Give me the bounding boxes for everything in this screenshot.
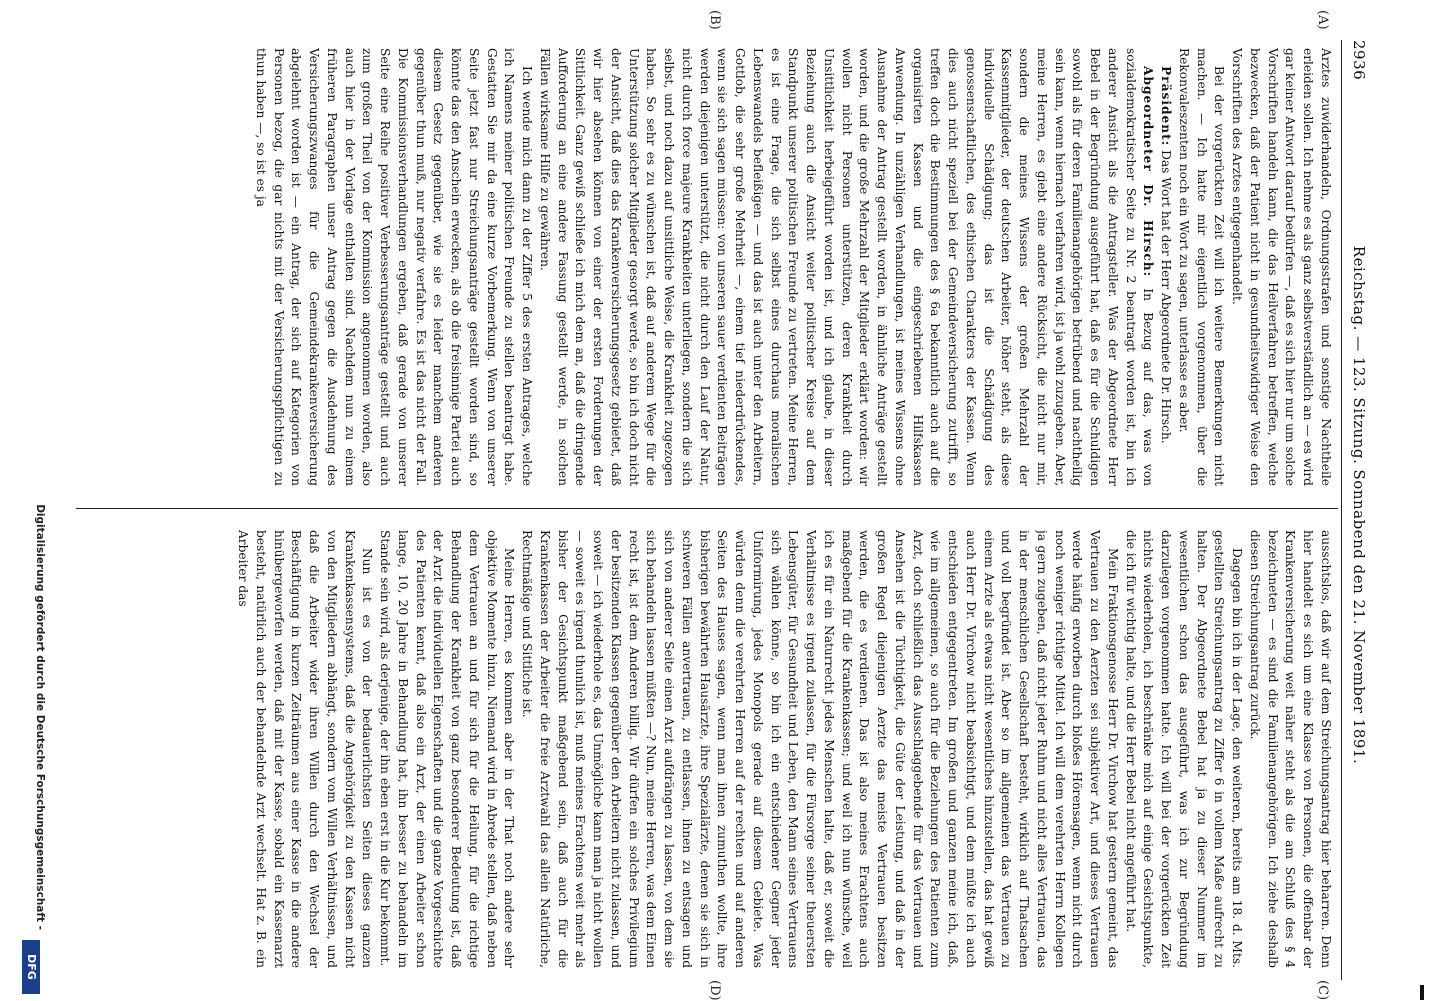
paragraph: Nun ist es von der bedauerlichsten Seiten dieses ganzen Krankenkassensystems, daß die Angehörigkeit zu den Kassen nicht von den Mitgliedern abhängt, sondern vom Willen Verhältnissen, und daß die Arbeiter wider ihren Willen durch den Wechsel der Beschäftigung in kurzen Zeiträumen aus einer Kasse in die andere hinübergeworfen werden, daß mit der Kasse, sobald ein Kassenarzt besteht, natürlich auch der behandelnde Arzt wechselt. Hat z. B. ein Arbeiter das [236, 530, 375, 968]
speaker-label: Präsident: [1159, 66, 1174, 147]
paragraph: Meine Herren, es kommen aber in der That noch andere sehr objektive Momente hinzu. Niemand wird in Abrede stellen, daß neben dem Vertrauen an und für sich für die Heilung, für die richtige Behandlung der Krankheit von ganz besonderer Bedeutung ist, daß der Arzt die individuellen Eigenschaften und die ganze Vorgeschichte des Patienten kennt, daß also ein Arzt, der einen Arbeiter schon lange, 10, 20 Jahre in Behandlung hat, ihn besser zu behandeln im Stande sein wird, als derjenige, der ihn eben erst in die Kur bekommt. [378, 530, 517, 968]
speech [535, 48, 1156, 486]
dfg-logo: DFG [22, 940, 40, 994]
margin-marker-d: (D) [707, 980, 722, 1001]
margin-marker-b: (B) [707, 10, 722, 30]
digitization-credit: Digitalisierung gefördert durch die Deutsche Forschungsgemeinschaft - [34, 504, 46, 930]
margin-marker-c: (C) [1315, 980, 1330, 1001]
paragraph: Mein Fraktionsgenosse Herr Dr. Virchow hat gestern gemeint, das Vertrauen zu den Aerzten sei subjektiver Art, und dieses Vertrauen werde häufig erworben durch bloßes Hörensagen, wenn nicht durch noch weniger richtige Mittel. Ich will dem verehrten Herrn Kollegen ja gern zugeben, daß nicht jeder Ruhm und nicht alles Vertrauen, das in der menschlichen Gesellschaft besteht, wirklich auf Thatsachen und voll begründet ist. Aber so im allgemeinen das Vertrauen zu einem Arzte als etwas nicht wesentliches hinzustellen, das hat gewiß auch Herr Dr. Virchow nicht beabsichtigt, und dem müßte ich auch entschieden entgegentreten. Im großen und ganzen meine ich, daß, wie im allgemeinen, so auch für die Beziehungen des Patienten zum Arzt, doch schließlich das Ausschlaggebende für das Vertrauen und Ansehen ist die Tüchtigkeit, die Güte der Leistung, und daß in der großen Regel diejenigen Aerzte das meiste Vertrauen besitzen werden, die es verdienen. Das ist also meines Erachtens auch maßgebend für die Krankenkassen; und weil ich nun wünsche, weil ich es für ein Naturrecht jedes Menschen halte, daß er, soweit die Verhältnisse es irgend zulassen, für die Fürsorge seiner theuersten Lebensgüter, für Gesundheit und Leben, den Mann seines Vertrauens sich wählen könne, so bin ich ein entschiedener Gegner jeder Uniformirung, jedes Monopols gerade auf diesem Gebiete. Was würden denn die verehrten Herren auf der rechten und auf anderen Seiten des Hauses sagen, wenn man ihnen zumuthen wollte, ihre bisherigen bewährten Hausärzte, ihre Spezialärzte, denen sie sich in schweren Fällen anvertrauen, zu entlassen, ihnen zu entsagen und sich von anderer Seite einen Arzt aufdrängen zu lassen, von dem sie sich behandeln lassen müßten —? Nun, meine Herren, was dem Einen recht ist, ist dem Anderen billig. Wir dürfen ein solches Privilegium der besitzenden Klassen gegenüber den Arbeitern nicht zulassen, und soweit — ich wiederhole es, das Unmögliche kann man ja nicht wollen — soweit es irgend thunlich ist, muß meines Erachtens weit mehr als bisher der Gesichtspunkt maßgebend sein, daß auch für die Krankenkassen der Arbeiter die freie Arztwahl das allein Natürliche, Rechtmäßige und Sittliche ist. [520, 530, 1120, 968]
paragraph-text: Das Wort hat der Herr Abgeordnete Dr. Hirsch. [1159, 150, 1174, 444]
header-rule [1341, 40, 1342, 980]
left-column [72, 48, 1334, 486]
right-column [72, 530, 1334, 968]
paragraph: Dagegen bin ich in der Lage, den weiteren, bereits am 18. d. Mts. gestellten Streichungsantrag zu Ziffer 6 in vollem Maße aufrecht zu halten. Der Abgeordnete Bebel hat ja zu dieser Nummer im wesentlichen schon das ausgeführt, was ich zur Begründung darzulegen vorgenommen hatte. Ich will bei der vorgerückten Zeit nichts wiederholen, ich beschränke mich auf einige Gesichtspunkte, die ich für wichtig halte, und die Herr Bebel nicht angeführt hat. [1123, 530, 1245, 968]
running-title: Reichstag. — 123. Sitzung. Sonnabend den 21. November 1891. [1350, 245, 1368, 765]
page-number: 2936 [1350, 40, 1368, 81]
paragraph: Ich wende mich dann zu der Ziffer 5 des ersten Antrages, welche ich Namens meiner politischen Freunde zu stellen beantragt habe. Gestatten Sie mir da eine kurze Vorbemerkung. Wenn von unserer Seite jetzt fast nur Streichungsanträge gestellt worden sind, so könnte das den Anschein erwecken, als ob die freisinnige Partei auch diesem Gesetz gegenüber, wie sie es leider manchem anderen gegenüber thun muß, nur negativ verfahre. Es ist das nicht der Fall. Die Kommissionsverhandlungen ergeben, daß gerade von unserer Seite eine Reihe positiver Verbesserungsanträge gestellt und auch zum großen Theil von der Kommission angenommen worden, also auch hier in der Vorlage enthalten sind. Nachdem nun zu einem früheren Paragraphen unser Antrag gegen die Ausdehnung des Versicherungszwanges für die Gemeindekrankenversicherung abgelehnt worden ist — ein Antrag, der sich auf Kategorien von Personen bezog, die gar nichts mit der Versicherungspflichtigen zu thun haben —, so ist es ja [254, 48, 535, 486]
scan-edge-mark [1420, 985, 1424, 1000]
president-remark [1157, 48, 1175, 486]
page-header [1346, 40, 1372, 970]
paragraph-text: In Bezug auf das, was von sozialdemokratischer Seite zu Nr. 2 beantragt worden ist, bin ich anderer Ansicht als die Antragsteller. Was der Abgeordnete Herr Bebel in der Begründung ausgeführt hat, daß es für die Schuldigen sowohl als für deren Familienangehörigen betrübend und nachtheilig sein kann, wenn hiernach verfahren wird, ist ja wohl zuzugeben. Aber, meine Herren, es giebt eine andere Rücksicht, die nicht nur mir, sondern die meines Wissens der großen Mehrzahl der Kassenmitglieder, der deutschen Arbeiter, höher steht, als diese individuelle Schädigung; das ist die Schädigung des genossenschaftlichen, des ethischen Charakters der Kassen. Wenn dies auch nicht speziell bei der Gemeindeversicherung zutrifft, so treffen doch die Bestimmungen des § 6a bekanntlich auch auf die organisirten Kassen und die eingeschriebenen Hilfskassen Anwendung. In unzähligen Verhandlungen, ist meines Wissens ohne Ausnahme der Antrag gestellt worden, in ähnliche Anträge gestellt worden, und die große Mehrzahl der Mitglieder erklärt worden: wir wollen nicht Personen unterstützen, deren Krankheit durch Unsittlichkeit herbeigeführt worden ist, und ich glaube, in dieser Beziehung auch die Ansicht weiter politischer Kreise auf dem Standpunkt unserer politischen Freunde zu vertreten. Meine Herren, es ist eine Frage, die sich selbst eines durchaus moralischen Lebenswandels befleißigen — und das ist auch unter den Arbeitern, Gottlob, die sehr große Mehrheit —, einem tief niederdrückendes, wenn sie sich sagen müssen: von unseren sauer verdienten Beiträgen werden diejenigen unterstützt, die nicht durch den Lauf der Natur, nicht durch force majeure Krankheiten unterliegen, sondern die sich selbst, und noch dazu auf unsittliche Weise, die Krankheit zugezogen haben. So sehr es zu wünschen ist, daß auf anderem Wege für die Unterstützung solcher Mitglieder gesorgt werde, so bin ich doch nicht der Ansicht, daß dies das Krankenversicherungsgesetz gebietet, daß wir hier absehen können von einer der ersten Forderungen der Sittlichkeit. Ganz gewiß schließe ich mich dem an, daß die dringende Aufforderung an eine andere Fassung gestellt werde, in solchen Fällen wirksame Hilfe zu gewähren. [538, 48, 1156, 486]
margin-marker-a: (A) [1315, 10, 1330, 30]
paragraph: Bei der vorgerückten Zeit will ich weitere Bemerkungen nicht machen. — Ich hatte mir eigentlich vorgenommen, über die Rekonvaleszenten noch ein Wort zu sagen, unterlasse es aber. [1177, 48, 1227, 486]
column-divider [76, 508, 1338, 509]
speaker-label: Abgeordneter Dr. Hirsch: [1141, 66, 1156, 278]
paragraph: ausschtslos, daß wir auf dem Streichungsantrag hier beharren. Denn hier handelt es sich um eine Klasse von Personen, die offenbar der Krankenversicherung weit näher steht als die am Schluß des § 4 bezeichneten — es sind die Familienangehörigen. Ich ziehe deshalb diesen Streichungsantrag zurück. [1248, 530, 1333, 968]
paragraph: Arztes zuwiderhandeln, Ordnungsstrafen und sonstige Nachtheile erleiden sollen. Ich nehme es als ganz selbstverständlich an — es wird gar keiner Antwort darauf bedürfen —, daß es sich hier nur um solche Vorschriften handeln kann, die das Heilverfahren betreffen, welche bezwecken, daß der Patient nicht in gesundheitswidriger Weise den Vorschriften des Arztes entgegenhandelt. [1230, 48, 1333, 486]
